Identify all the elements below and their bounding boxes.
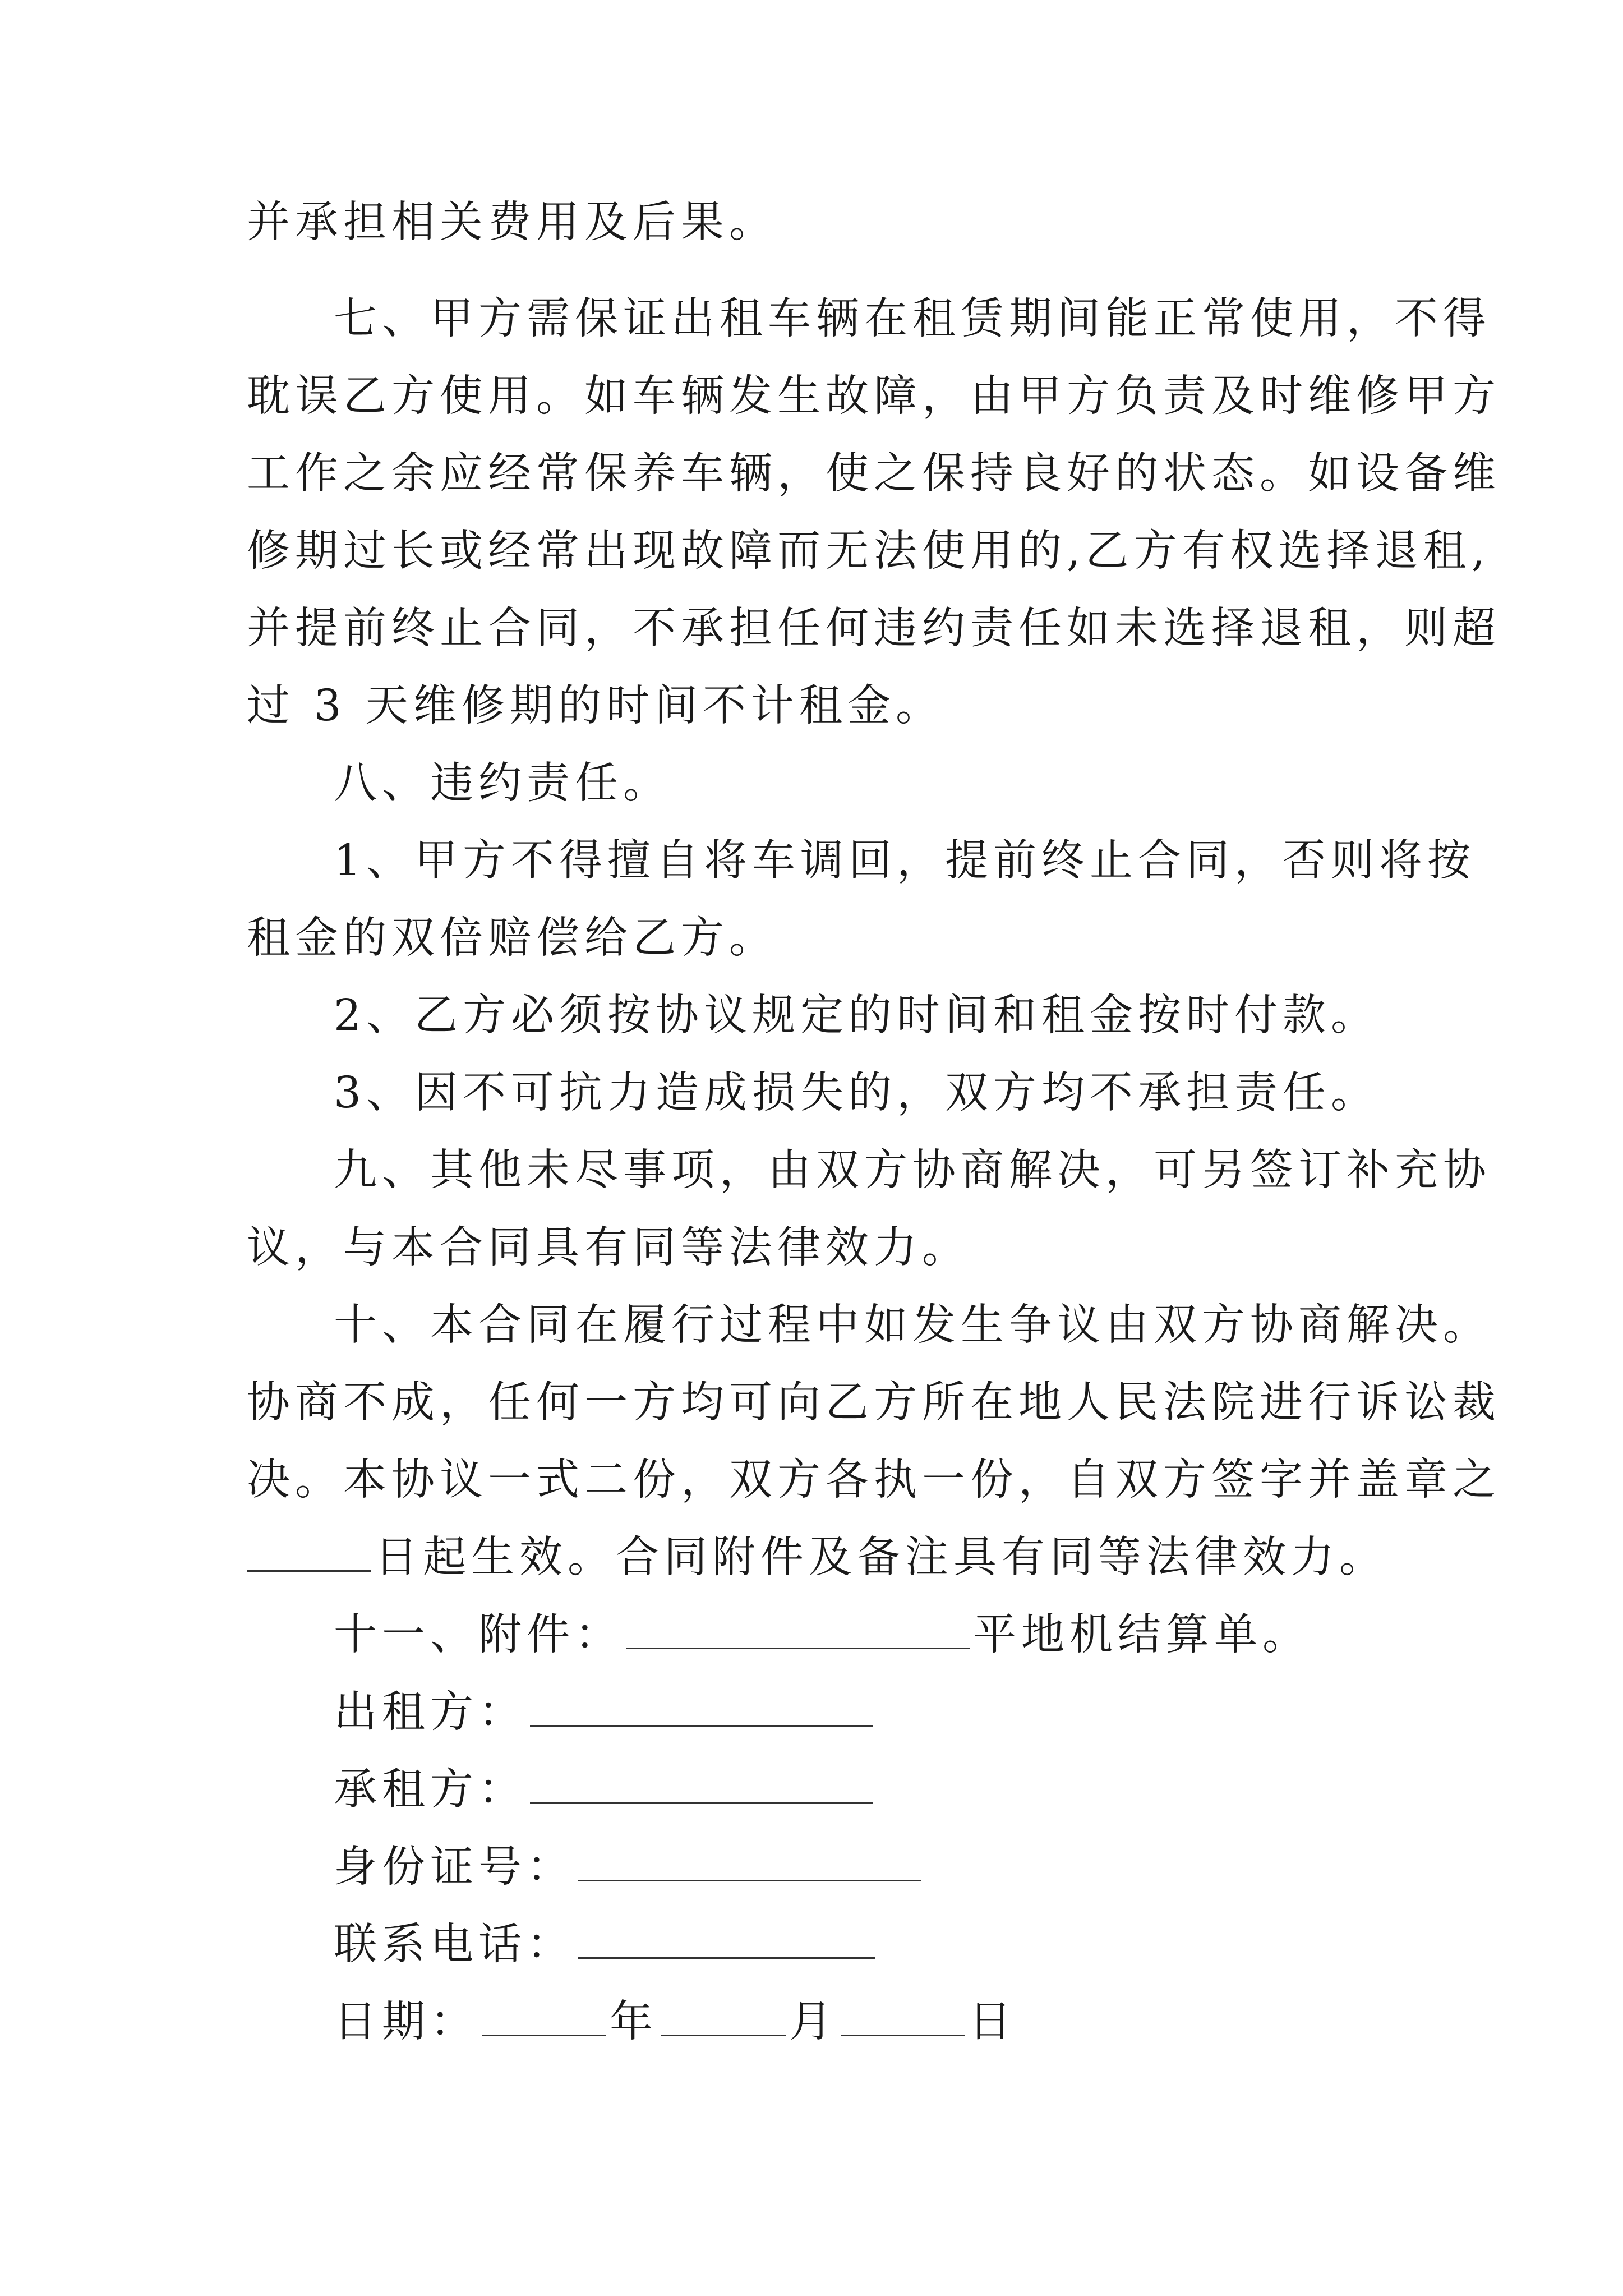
clause-10-heading: 十、本合同在履行过程中如发生争议由双方协商解决。	[334, 1300, 1491, 1350]
paragraph-line: 决。本协议一式二份，双方各执一份，自双方签字并盖章之	[247, 1455, 1501, 1505]
paragraph-line: 过 3 天维修期的时间不计租金。	[247, 681, 944, 731]
paragraph-line: 并承担相关费用及后果。	[247, 197, 777, 247]
paragraph-line: 工作之余应经常保养车辆，使之保持良好的状态。如设备维	[247, 449, 1501, 499]
day-label: 日	[969, 1997, 1017, 2047]
year-blank[interactable]	[482, 2034, 606, 2036]
paragraph-line: 并提前终止合同，不承担任何违约责任如未选择退租，则超	[247, 604, 1501, 654]
id-number-label: 身份证号：	[334, 1842, 575, 1892]
clause-8-item-3: 3、因不可抗力造成损失的，双方均不承担责任。	[334, 1068, 1379, 1118]
paragraph-line	[247, 1533, 1387, 1582]
year-label: 年	[610, 1997, 658, 2047]
clause-8-heading: 八、违约责任。	[334, 758, 671, 808]
lessee-label: 承租方：	[334, 1765, 527, 1815]
lessor-label: 出租方：	[334, 1687, 527, 1737]
id-number-blank[interactable]	[578, 1879, 921, 1881]
paragraph-line: 修期过长或经常出现故障而无法使用的,乙方有权选择退租,	[247, 526, 1490, 576]
clause-8-item-1: 1、甲方不得擅自将车调回，提前终止合同，否则将按	[334, 836, 1476, 886]
attachment-blank[interactable]	[626, 1647, 970, 1649]
attachment-label: 十一、附件：	[334, 1610, 623, 1660]
attachment-suffix: 平地机结算单。	[973, 1610, 1311, 1660]
paragraph-text: 日起生效。合同附件及备注具有同等法律效力。	[375, 1533, 1387, 1582]
lessee-line	[334, 1765, 877, 1815]
clause-7-heading: 七、甲方需保证出租车辆在租赁期间能正常使用，不得	[334, 294, 1491, 344]
id-number-line	[334, 1842, 925, 1892]
paragraph-line: 协商不成，任何一方均可向乙方所在地人民法院进行诉讼裁	[247, 1378, 1501, 1428]
phone-blank[interactable]	[578, 1957, 875, 1959]
effective-date-blank[interactable]	[247, 1570, 371, 1572]
lessee-blank[interactable]	[530, 1802, 873, 1804]
attachment-line	[334, 1610, 1311, 1660]
paragraph-line: 议，与本合同具有同等法律效力。	[247, 1223, 970, 1273]
date-label: 日期：	[334, 1997, 478, 2047]
phone-label: 联系电话：	[334, 1920, 575, 1970]
paragraph-line: 租金的双倍赔偿给乙方。	[247, 913, 777, 963]
paragraph-line: 耽误乙方使用。如车辆发生故障，由甲方负责及时维修甲方	[247, 371, 1501, 421]
month-label: 月	[789, 1997, 837, 2047]
day-blank[interactable]	[841, 2034, 965, 2036]
date-line	[334, 1997, 1017, 2047]
month-blank[interactable]	[661, 2034, 786, 2036]
lessor-blank[interactable]	[530, 1724, 873, 1727]
clause-9-heading: 九、其他未尽事项，由双方协商解决，可另签订补充协	[334, 1145, 1491, 1195]
phone-line	[334, 1920, 879, 1970]
lessor-line	[334, 1687, 877, 1737]
clause-8-item-2: 2、乙方必须按协议规定的时间和租金按时付款。	[334, 991, 1379, 1041]
